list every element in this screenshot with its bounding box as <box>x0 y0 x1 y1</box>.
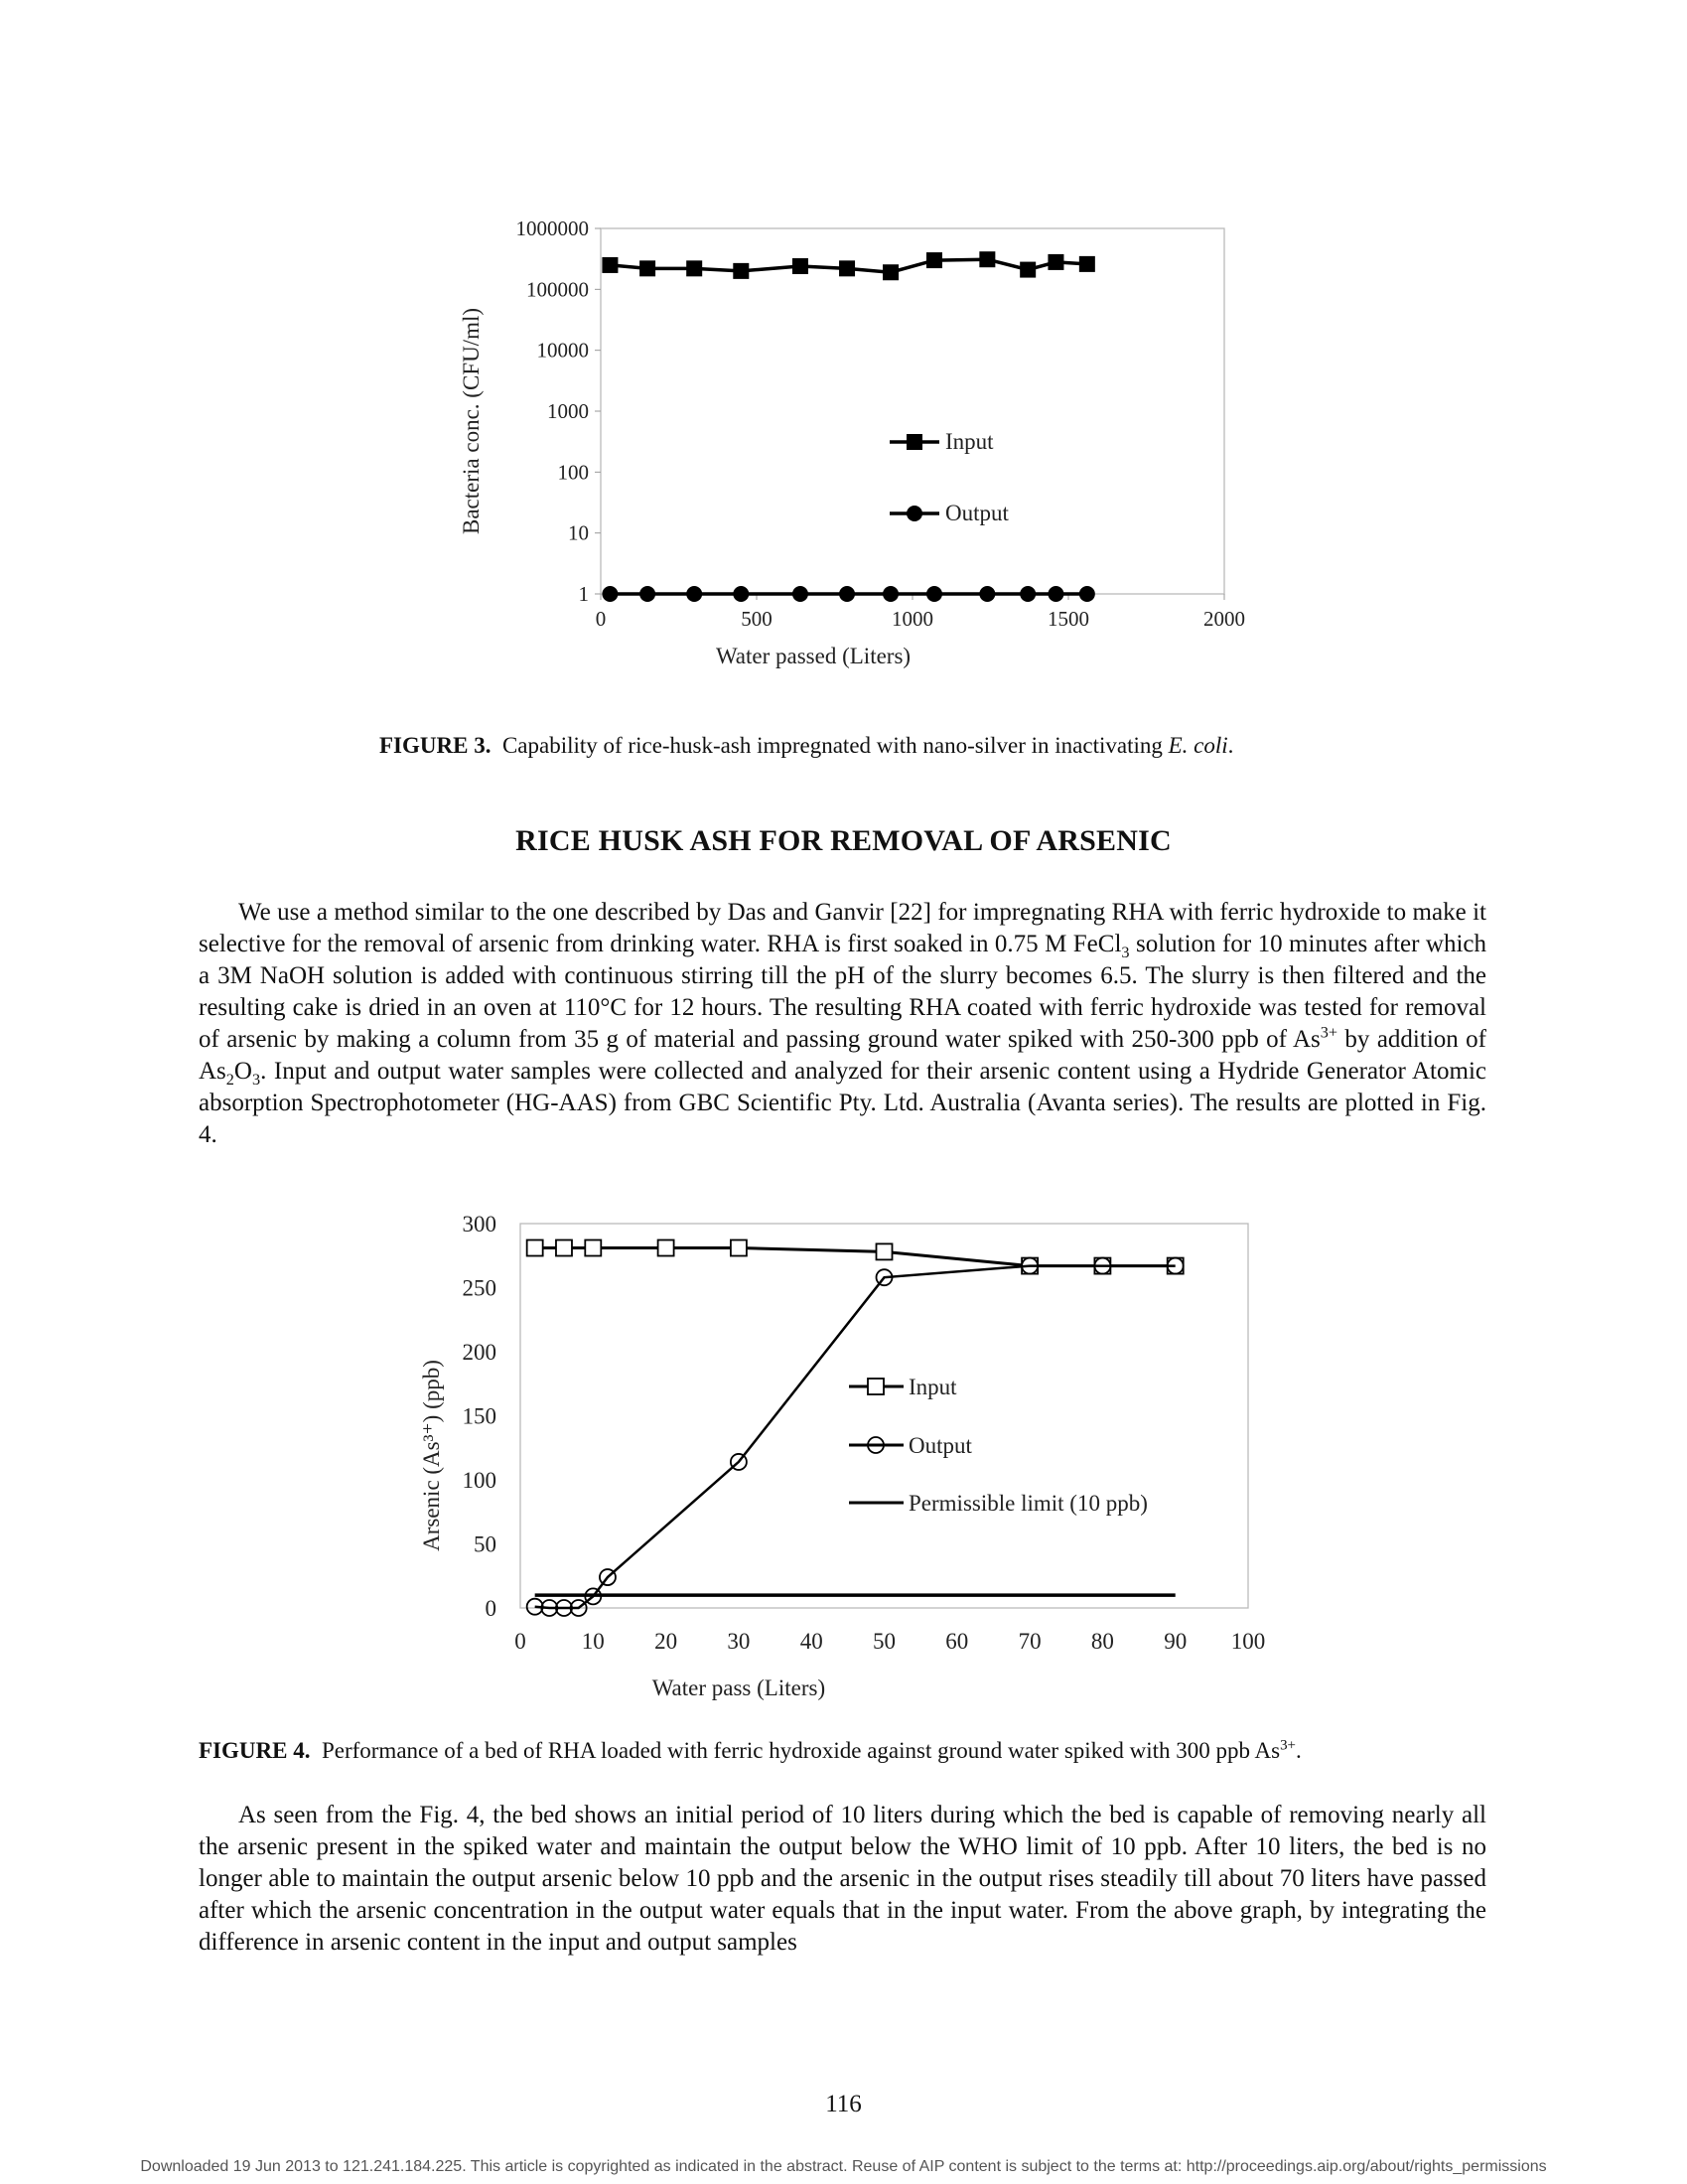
fig3-point-output <box>883 586 899 602</box>
fig3-y-tick-label: 10000 <box>536 338 589 363</box>
fig3-point-output <box>926 586 942 602</box>
fig3-point-input <box>733 263 749 279</box>
fig4-x-tick-label: 10 <box>581 1629 605 1654</box>
fig3-point-input <box>602 257 618 273</box>
fig4-x-tick-label: 40 <box>799 1629 823 1654</box>
paragraph-2-text: As seen from the Fig. 4, the bed shows an initial period of 10 liters during which the bed is capable of removing nearly all the arsenic present in the spiked water and maintain the output below the WHO limit of 10 ppb. After 10 liters, the bed is no longer able to maintain the output arsenic below 10 ppb and the arsenic in the output rises steadily till about 70 liters have passed after which the arsenic concentration in the output water equals that in the input water. From the above graph, by integrating the difference in arsenic content in the input and output samples <box>199 1802 1486 1956</box>
fig3-point-input <box>1020 262 1036 278</box>
fig4-y-axis-label: Arsenic (As³⁺) (ppb) <box>419 1360 444 1551</box>
fig3-x-tick-label: 1500 <box>1048 607 1089 631</box>
fig4-legend-marker-input <box>868 1379 884 1394</box>
fig4-y-tick-label: 50 <box>474 1531 496 1557</box>
figure-3-caption-text: Capability of rice-husk-ash impregnated with nano-silver in inactivating <box>501 733 1163 758</box>
fig4-point-input <box>527 1240 543 1256</box>
fig4-y-tick-label: 100 <box>462 1468 496 1493</box>
paragraph-2 <box>199 1800 1486 1959</box>
fig3-point-input <box>639 260 655 276</box>
fig4-point-input <box>556 1240 572 1256</box>
figure-3-caption <box>379 731 1372 761</box>
fig3-x-tick-label: 1000 <box>892 607 933 631</box>
fig3-point-output <box>1048 586 1063 602</box>
fig3-x-axis-label: Water passed (Liters) <box>715 644 912 668</box>
fig4-legend-label-input: Input <box>909 1375 957 1399</box>
fig4-legend-label-output: Output <box>909 1433 972 1458</box>
figure-3-caption-label: FIGURE 3. <box>379 733 492 758</box>
paragraph-1-part-3: by addition of As <box>199 1026 1486 1085</box>
fig3-point-output <box>839 586 855 602</box>
fig3-legend-marker-output <box>907 506 922 521</box>
fig3-y-tick-label: 1000000 <box>515 217 589 240</box>
fig3-point-output <box>733 586 749 602</box>
paragraph-1-part-2: solution for 10 minutes after which a 3M NaOH solution is added with continuous stirring till the pH of the slurry becomes 6.5. The slurry is then filtered and the resulting cake is dried in an oven at 110°C for 12 hours. The resulting RHA coated with ferric hydroxide was tested for removal of arsenic by making a column from 35 g of material and passing ground water spiked with 250-300 ppb of As <box>199 931 1487 1053</box>
fig3-y-tick-label: 10 <box>568 520 589 545</box>
fig4-x-tick-label: 30 <box>727 1629 751 1654</box>
paragraph-1-sub-3: 3 <box>251 1071 261 1089</box>
page-number: 116 <box>825 2091 862 2117</box>
fig4-x-tick-label: 60 <box>945 1629 969 1654</box>
fig4-point-input <box>731 1240 747 1256</box>
fig3-y-tick-label: 1 <box>578 582 589 606</box>
fig4-y-tick-label: 200 <box>462 1340 496 1365</box>
figure-4-caption-text: Performance of a bed of RHA loaded with ferric hydroxide against ground water spiked with 300 ppb As <box>321 1738 1281 1763</box>
figure-4-chart <box>397 1207 1291 1723</box>
fig3-y-axis-label: Bacteria conc. (CFU/ml) <box>459 307 484 535</box>
download-footer: Downloaded 19 Jun 2013 to 121.241.184.225. This article is copyrighted as indicated in the abstract. Reuse of AIP content is subject to the terms at: http://proceedings.aip.org/about/rights_permissions <box>140 2158 1547 2175</box>
paragraph-1-part-4: O <box>233 1058 252 1085</box>
fig3-point-output <box>602 586 618 602</box>
fig3-point-output <box>792 586 808 602</box>
fig3-x-tick-label: 500 <box>741 607 773 631</box>
fig4-x-axis-label: Water pass (Liters) <box>651 1675 826 1700</box>
fig3-point-input <box>883 264 899 280</box>
figure-4-caption-sup: 3+ <box>1280 1737 1296 1754</box>
fig3-point-input <box>686 260 702 276</box>
fig4-x-tick-label: 70 <box>1018 1629 1042 1654</box>
fig4-y-tick-label: 150 <box>462 1403 496 1429</box>
fig3-legend-label-input: Input <box>945 429 994 454</box>
fig4-point-input <box>658 1240 674 1256</box>
fig3-legend-marker-input <box>907 434 922 450</box>
fig4-point-input <box>585 1240 601 1256</box>
fig4-y-tick-label: 250 <box>462 1275 496 1301</box>
fig3-point-output <box>1079 586 1095 602</box>
fig3-x-tick-label: 2000 <box>1203 607 1245 631</box>
fig4-x-tick-label: 0 <box>514 1629 526 1654</box>
fig4-series-line-input <box>535 1248 1176 1266</box>
fig3-point-output <box>1020 586 1036 602</box>
fig3-point-input <box>839 260 855 276</box>
section-heading: RICE HUSK ASH FOR REMOVAL OF ARSENIC <box>515 824 1172 857</box>
figure-3-caption-italic: E. coli <box>1168 733 1228 758</box>
fig3-plot-frame <box>601 228 1224 594</box>
fig3-point-output <box>686 586 702 602</box>
fig4-y-tick-label: 300 <box>462 1212 496 1237</box>
fig4-x-tick-label: 100 <box>1230 1629 1266 1654</box>
fig4-x-tick-label: 90 <box>1164 1629 1188 1654</box>
fig4-series-line-output <box>535 1266 1176 1608</box>
paragraph-1-sub-2: 2 <box>225 1071 234 1089</box>
figure-4-caption <box>199 1736 1486 1766</box>
fig3-y-tick-label: 100000 <box>526 277 589 302</box>
paragraph-1-part-5: . Input and output water samples were collected and analyzed for their arsenic content using a Hydride Generator Atomic absorption Spectrophotometer (HG-AAS) from GBC Scientific Pty. Ltd. Australia (Avanta series). The results are plotted in Fig. 4. <box>199 1058 1486 1148</box>
fig4-point-input <box>877 1243 893 1259</box>
paragraph-1-sub-1: 3 <box>1121 944 1130 961</box>
fig3-x-tick-label: 0 <box>595 607 607 631</box>
fig4-x-tick-label: 50 <box>873 1629 896 1654</box>
figure-4-caption-end: . <box>1295 1738 1302 1763</box>
paragraph-1-sup: 3+ <box>1320 1023 1338 1042</box>
fig3-point-output <box>979 586 995 602</box>
fig3-y-tick-label: 1000 <box>547 399 589 423</box>
fig4-legend-label-permissible: Permissible limit (10 ppb) <box>909 1491 1148 1516</box>
paragraph-1-part-1: We use a method similar to the one described by Das and Ganvir [22] for impregnating RHA with ferric hydroxide to make it selective for the removal of arsenic from drinking water. RHA is first soaked in 0.75 M FeCl <box>199 899 1486 957</box>
fig3-point-output <box>639 586 655 602</box>
fig3-point-input <box>792 258 808 274</box>
fig3-point-input <box>926 252 942 268</box>
fig4-x-tick-label: 20 <box>654 1629 678 1654</box>
fig4-y-tick-label: 0 <box>485 1596 496 1621</box>
figure-3-caption-end: . <box>1227 733 1234 758</box>
figure-4-caption-label: FIGURE 4. <box>199 1738 311 1763</box>
fig3-y-tick-label: 100 <box>557 460 589 485</box>
fig3-legend-label-output: Output <box>945 501 1009 525</box>
fig4-plot-frame <box>520 1224 1248 1608</box>
fig4-x-tick-label: 80 <box>1090 1629 1114 1654</box>
fig3-point-input <box>979 251 995 267</box>
paragraph-1 <box>199 897 1486 1151</box>
figure-3-chart <box>437 209 1271 705</box>
fig3-point-input <box>1048 254 1063 270</box>
fig3-point-input <box>1079 256 1095 272</box>
